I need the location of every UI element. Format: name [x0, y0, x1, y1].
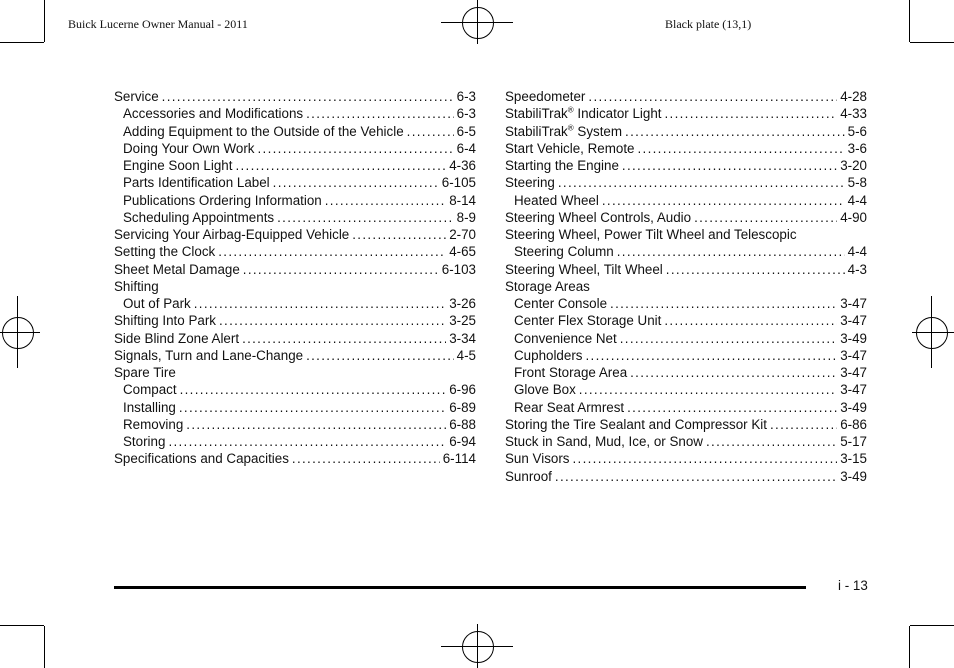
index-entry-label: Sun Visors [505, 451, 570, 467]
dot-leader [627, 399, 837, 416]
index-entry-label: StabiliTrak® System [505, 123, 623, 139]
index-entry-label: Front Storage Area [514, 365, 628, 380]
index-entry-label: Center Console [514, 296, 608, 311]
index-entry [114, 209, 476, 226]
index-entry-page: 6-3 [456, 106, 476, 122]
index-entry-label: Glove Box [514, 382, 576, 398]
index-entry-label: Storing [123, 434, 166, 449]
index-entry-label: Steering Wheel Controls, Audio [505, 209, 692, 225]
index-entry-label: Sheet Metal Damage [114, 261, 240, 277]
index-entry-page: 4-36 [449, 158, 476, 173]
index-entry-page: 6-89 [449, 399, 476, 415]
dot-leader [243, 261, 439, 278]
dot-leader [585, 347, 837, 364]
index-entry [505, 209, 867, 226]
index-entry-page: 3-20 [840, 158, 867, 173]
index-entry-page: 3-26 [449, 296, 476, 311]
dot-leader [664, 312, 837, 329]
index-entry-label: Start Vehicle, Remote [505, 140, 635, 156]
index-entry-page: 6-103 [441, 261, 476, 277]
index-entry-page: 4-3 [847, 261, 867, 277]
index-entry-label: Shifting Into Park [114, 313, 216, 329]
index-entry-page: 3-6 [847, 140, 867, 156]
document-title: Buick Lucerne Owner Manual - 2011 [68, 17, 248, 31]
dot-leader [352, 226, 446, 243]
index-entry-page: 4-4 [847, 244, 867, 260]
index-entry-page: 6-105 [441, 175, 476, 191]
index-entry-page: 5-6 [847, 123, 867, 139]
index-entry-label: Service [114, 89, 159, 104]
index-entry-label: Specifications and Capacities [114, 451, 289, 467]
index-entry-page: 3-49 [840, 330, 867, 346]
dot-leader [306, 105, 454, 122]
dot-leader [638, 140, 845, 157]
index-entry [114, 433, 476, 450]
index-entry-label: Steering Wheel, Tilt Wheel [505, 261, 663, 277]
dot-leader [277, 209, 454, 226]
index-entry-label: Spare Tire [114, 365, 176, 380]
dot-leader [194, 295, 446, 312]
index-entry-page: 5-17 [840, 434, 867, 449]
index-column-right [505, 88, 867, 485]
index-entry [505, 312, 867, 329]
index-entry-label: Compact [123, 382, 177, 398]
index-entry-page: 2-70 [449, 227, 476, 242]
index-entry-label: Storage Areas [505, 278, 590, 294]
index-entry-page: 4-28 [840, 89, 867, 104]
index-entry-label: Center Flex Storage Unit [514, 313, 662, 329]
index-entry-page: 6-96 [449, 382, 476, 398]
index-entry [114, 416, 476, 433]
dot-leader [179, 399, 446, 416]
index-entry [114, 192, 476, 209]
index-entry [505, 105, 867, 122]
index-entry-label: Rear Seat Armrest [514, 399, 625, 415]
dot-leader [588, 88, 837, 105]
index-entry-page: 3-47 [840, 296, 867, 311]
index-entry-label: Publications Ordering Information [123, 192, 322, 208]
index-entry-page: 8-9 [456, 209, 476, 225]
dot-leader [558, 174, 845, 191]
index-entry-page: 6-86 [840, 416, 867, 432]
dot-leader [235, 157, 446, 174]
dot-leader [162, 88, 454, 105]
index-entry-page: 3-15 [840, 451, 867, 467]
dot-leader [555, 468, 837, 485]
index-entry-page: 3-47 [840, 382, 867, 398]
dot-leader [665, 105, 838, 122]
index-entry [505, 330, 867, 347]
index-entry-page: 4-4 [847, 192, 867, 208]
index-entry [114, 312, 476, 329]
index-entry-page: 3-49 [840, 399, 867, 415]
index-entry [114, 243, 476, 260]
index-entry [505, 433, 867, 450]
index-entry-label: Sunroof [505, 468, 552, 484]
index-entry [505, 381, 867, 398]
index-entry [505, 174, 867, 191]
index-entry-label: Storing the Tire Sealant and Compressor Kit [505, 416, 767, 432]
dot-leader [625, 123, 845, 140]
index-entry [114, 261, 476, 278]
dot-leader [706, 433, 837, 450]
dot-leader [219, 312, 446, 329]
index-entry-label: Engine Soon Light [123, 158, 233, 173]
index-entry [505, 261, 867, 278]
index-entry [114, 105, 476, 122]
index-entry-label: Steering [505, 175, 555, 191]
index-entry [114, 330, 476, 347]
dot-leader [186, 416, 446, 433]
index-entry-label: Scheduling Appointments [123, 209, 275, 225]
index-entry [114, 140, 476, 157]
index-entry [114, 295, 476, 312]
index-entry [114, 174, 476, 191]
dot-leader [168, 433, 446, 450]
index-entry-page: 4-33 [840, 106, 867, 122]
dot-leader [770, 416, 837, 433]
index-entry-label: Out of Park [123, 296, 191, 311]
index-entry [505, 123, 867, 140]
index-entry-label: Signals, Turn and Lane-Change [114, 347, 304, 363]
registered-mark: ® [567, 105, 574, 115]
index-entry [114, 347, 476, 364]
index-entry [114, 88, 476, 105]
index-entry-label: Steering Column [514, 244, 614, 260]
index-column-left [114, 88, 476, 468]
dot-leader [218, 243, 446, 260]
index-entry [114, 278, 476, 295]
dot-leader [579, 381, 837, 398]
index-entry-label: Stuck in Sand, Mud, Ice, or Snow [505, 434, 703, 449]
index-entry-label: Cupholders [514, 347, 583, 363]
index-entry-label: Removing [123, 416, 184, 432]
dot-leader [620, 330, 837, 347]
dot-leader [407, 123, 454, 140]
index-entry [114, 226, 476, 243]
dot-leader [602, 192, 845, 209]
index-entry-label: Shifting [114, 278, 159, 294]
index-entry-page: 4-65 [449, 244, 476, 260]
index-entry [114, 381, 476, 398]
index-entry-label: Speedometer [505, 89, 586, 104]
index-entry [114, 157, 476, 174]
dot-leader [610, 295, 837, 312]
index-entry-page: 6-88 [449, 416, 476, 432]
index-entry-label: Accessories and Modifications [123, 106, 304, 122]
index-entry-label: Setting the Clock [114, 244, 216, 260]
index-entry-label: Side Blind Zone Alert [114, 330, 240, 346]
dot-leader [180, 381, 447, 398]
page-number: i - 13 [838, 578, 868, 593]
index-entry [114, 450, 476, 467]
index-entry [505, 295, 867, 312]
index-entry-page: 4-90 [840, 209, 867, 225]
index-entry [505, 157, 867, 174]
dot-leader [273, 174, 439, 191]
index-entry [505, 243, 867, 260]
index-entry [114, 123, 476, 140]
index-entry [505, 364, 867, 381]
index-entry [114, 399, 476, 416]
index-entry-page: 3-47 [840, 365, 867, 380]
dot-leader [617, 243, 845, 260]
index-entry-page: 3-25 [449, 313, 476, 329]
index-entry-label: Convenience Net [514, 330, 617, 346]
registered-mark: ® [567, 123, 574, 133]
index-entry-label: Servicing Your Airbag-Equipped Vehicle [114, 227, 350, 242]
index-entry [505, 399, 867, 416]
index-entry-page: 3-49 [840, 468, 867, 484]
dot-leader [573, 450, 838, 467]
index-entry-page: 5-8 [847, 175, 867, 191]
index-entry-label: Heated Wheel [514, 192, 599, 208]
index-entry [505, 416, 867, 433]
index-entry-page: 8-14 [449, 192, 476, 208]
index-entry [505, 450, 867, 467]
dot-leader [622, 157, 837, 174]
dot-leader [666, 261, 845, 278]
index-entry-page: 6-114 [442, 451, 476, 467]
dot-leader [630, 364, 837, 381]
index-entry [505, 278, 867, 295]
index-entry-label: Adding Equipment to the Outside of the Vehicle [123, 123, 404, 139]
index-entry-label: Doing Your Own Work [123, 140, 255, 156]
index-entry-page: 3-34 [449, 330, 476, 346]
index-entry [505, 468, 867, 485]
index-entry-page: 3-47 [840, 313, 867, 329]
index-entry-label: StabiliTrak® Indicator Light [505, 105, 662, 122]
index-entry [505, 226, 867, 243]
index-entry-label: Installing [123, 399, 176, 415]
footer-rule [114, 586, 806, 589]
dot-leader [258, 140, 454, 157]
index-entry-page: 6-3 [456, 89, 476, 104]
index-entry-label: Parts Identification Label [123, 175, 270, 191]
index-entry-page: 3-47 [840, 347, 867, 363]
index-entry [505, 140, 867, 157]
index-entry-label: Starting the Engine [505, 158, 619, 173]
plate-label: Black plate (13,1) [665, 17, 752, 31]
index-entry-page: 4-5 [456, 347, 476, 363]
index-entry [114, 364, 476, 381]
dot-leader [306, 347, 454, 364]
index-entry-label: Steering Wheel, Power Tilt Wheel and Telescopic [505, 227, 797, 242]
dot-leader [242, 330, 446, 347]
dot-leader [694, 209, 837, 226]
dot-leader [292, 450, 440, 467]
index-entry [505, 192, 867, 209]
index-entry-page: 6-5 [456, 123, 476, 139]
index-entry-page: 6-94 [449, 434, 476, 449]
dot-leader [325, 192, 446, 209]
index-entry [505, 347, 867, 364]
index-entry [505, 88, 867, 105]
index-entry-page: 6-4 [456, 140, 476, 156]
